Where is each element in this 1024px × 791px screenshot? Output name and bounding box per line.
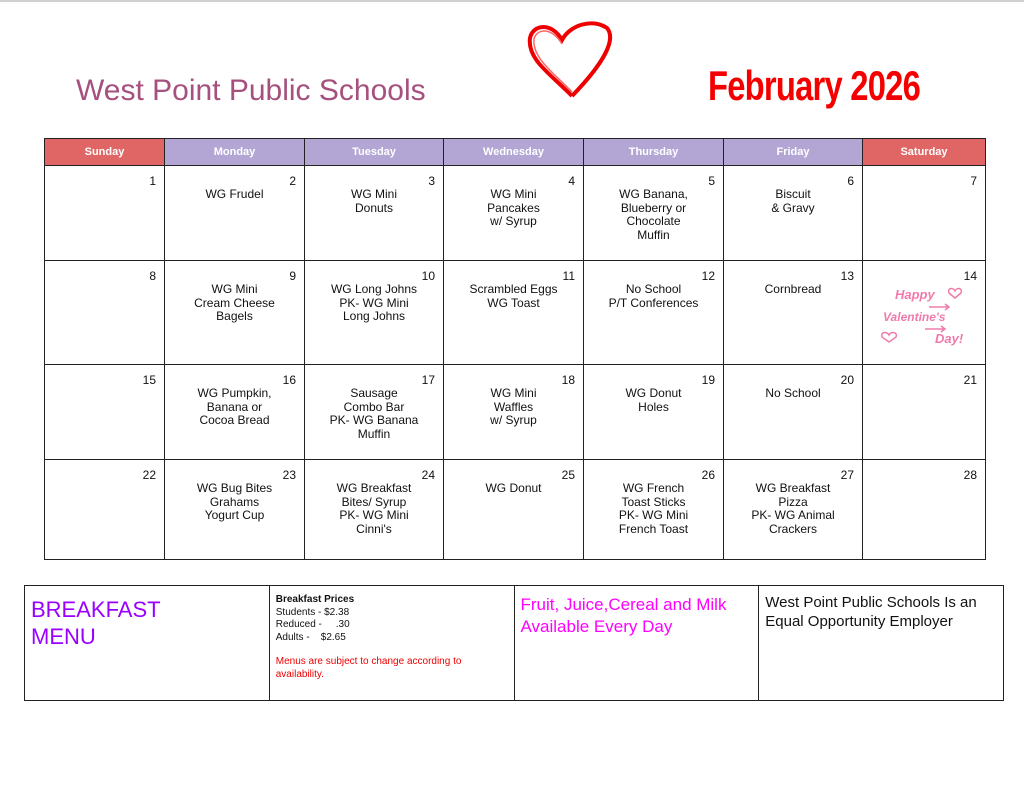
day-number: 1 [149, 174, 156, 188]
day-number: 13 [840, 269, 854, 283]
available-note: Fruit, Juice,Cereal and Milk Available Every Day [520, 595, 727, 636]
day-cell [444, 261, 584, 365]
day-number: 25 [561, 468, 575, 482]
day-cell [724, 365, 863, 460]
svg-text:Happy: Happy [895, 287, 935, 302]
day-cell [584, 166, 724, 261]
menu-item: WG Long Johns PK- WG Mini Long Johns [330, 282, 418, 324]
menu-item: WG Donut Holes [625, 386, 682, 414]
menu-item: WG Mini Waffles w/ Syrup [490, 386, 537, 428]
svg-text:Valentine's: Valentine's [883, 310, 946, 324]
menu-item: WG Bug Bites Grahams Yogurt Cup [196, 481, 273, 523]
day-cell [863, 261, 986, 365]
day-cell [724, 261, 863, 365]
valentine-graphic [877, 283, 977, 351]
menu-item: WG Mini Pancakes w/ Syrup [487, 187, 540, 229]
day-cell [724, 460, 863, 560]
day-number: 21 [963, 373, 977, 387]
menu-item: No School P/T Conferences [608, 282, 699, 310]
price-reduced: Reduced - .30 [275, 619, 350, 631]
day-header: Thursday [584, 139, 724, 166]
day-number: 11 [562, 269, 575, 283]
day-cell [165, 261, 305, 365]
day-cell [305, 261, 444, 365]
day-number: 15 [142, 373, 156, 387]
day-cell [584, 261, 724, 365]
day-cell [444, 365, 584, 460]
day-cell [584, 460, 724, 560]
menu-item: Sausage Combo Bar PK- WG Banana Muffin [329, 386, 419, 441]
day-number: 20 [840, 373, 854, 387]
day-cell [165, 460, 305, 560]
day-cell [165, 365, 305, 460]
school-name: West Point Public Schools [76, 74, 426, 107]
day-number: 27 [840, 468, 854, 482]
menu-item: Biscuit & Gravy [771, 187, 815, 215]
day-cell [165, 166, 305, 261]
menu-item: No School [765, 386, 821, 400]
day-cell [305, 460, 444, 560]
change-note: Menus are subject to change according to availability. [275, 656, 462, 680]
menu-item: WG French Toast Sticks PK- WG Mini French Toast [618, 481, 689, 536]
day-number: 18 [561, 373, 575, 387]
day-cell [45, 261, 165, 365]
day-number: 2 [289, 174, 296, 188]
prices-heading: Breakfast Prices [275, 594, 355, 605]
menu-item [45, 166, 164, 188]
day-number: 10 [421, 269, 435, 283]
menu-item: WG Donut [485, 481, 542, 495]
day-number: 14 [963, 269, 977, 283]
menu-item [863, 166, 985, 188]
menu-item: WG Pumpkin, Banana or Cocoa Bread [197, 386, 272, 428]
day-header: Saturday [863, 139, 986, 166]
day-number: 22 [142, 468, 156, 482]
day-number: 4 [568, 174, 575, 188]
price-students: Students - $2.38 [275, 606, 350, 618]
day-number: 26 [701, 468, 715, 482]
day-number: 16 [282, 373, 296, 387]
day-number: 12 [701, 269, 715, 283]
day-cell [45, 460, 165, 560]
day-cell [444, 166, 584, 261]
day-number: 7 [970, 174, 977, 188]
menu-item: Cornbread [764, 282, 822, 296]
day-number: 28 [963, 468, 977, 482]
day-number: 9 [289, 269, 296, 283]
day-number: 6 [847, 174, 854, 188]
day-cell [305, 166, 444, 261]
day-header: Sunday [45, 139, 165, 166]
menu-item: WG Banana, Blueberry or Chocolate Muffin [619, 187, 688, 242]
day-number: 19 [701, 373, 715, 387]
calendar [44, 138, 986, 560]
menu-item: Scrambled Eggs WG Toast [469, 282, 558, 310]
day-cell [305, 365, 444, 460]
price-adults: Adults - $2.65 [275, 631, 346, 643]
day-number: 3 [428, 174, 435, 188]
day-header: Tuesday [305, 139, 444, 166]
menu-item: WG Breakfast Bites/ Syrup PK- WG Mini Cinni's [336, 481, 412, 536]
day-header: Wednesday [444, 139, 584, 166]
day-cell [444, 460, 584, 560]
menu-item: WG Mini Cream Cheese Bagels [194, 282, 275, 324]
day-cell [863, 460, 986, 560]
day-cell [724, 166, 863, 261]
menu-item [45, 261, 164, 283]
month-title: February 2026 [708, 62, 921, 109]
menu-item: WG Breakfast Pizza PK- WG Animal Crackers [751, 481, 835, 536]
day-number: 8 [149, 269, 156, 283]
day-header: Friday [724, 139, 863, 166]
day-cell [45, 166, 165, 261]
menu-item: WG Mini Donuts [351, 187, 397, 215]
day-number: 5 [708, 174, 715, 188]
footer-table [24, 585, 1004, 701]
day-cell [863, 166, 986, 261]
day-cell [45, 365, 165, 460]
breakfast-menu-title: BREAKFAST MENU [31, 597, 161, 649]
menu-item: WG Frudel [205, 187, 264, 201]
day-number: 23 [282, 468, 296, 482]
day-number: 24 [421, 468, 435, 482]
day-cell [584, 365, 724, 460]
day-cell [863, 365, 986, 460]
heart-icon [522, 20, 617, 100]
day-header: Monday [165, 139, 305, 166]
day-number: 17 [421, 373, 435, 387]
svg-text:Day!: Day! [935, 331, 964, 346]
equal-opportunity: West Point Public Schools Is an Equal Opportunity Employer [765, 594, 977, 630]
